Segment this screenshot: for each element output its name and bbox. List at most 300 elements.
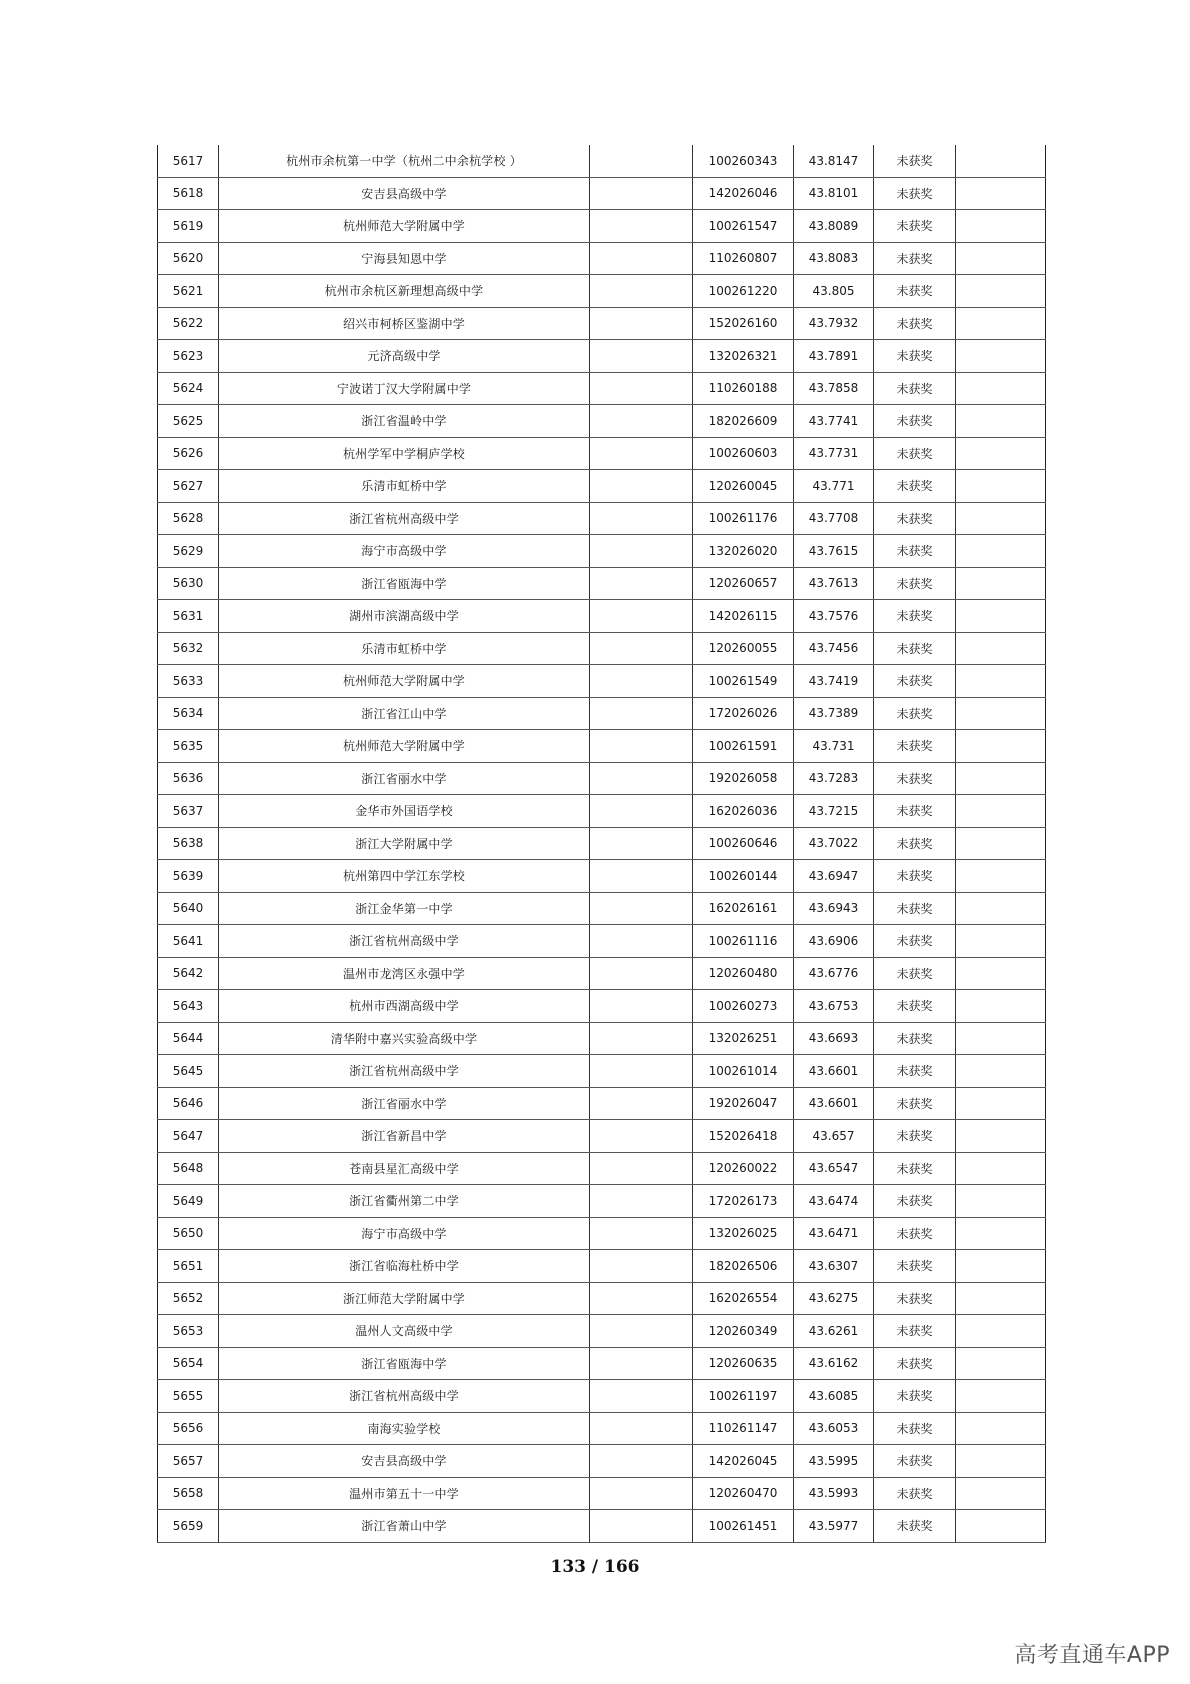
school-cell: 元济高级中学 (219, 340, 590, 373)
table-row (158, 210, 1046, 243)
score-cell: 43.7741 (794, 405, 874, 438)
award-cell: 未获奖 (874, 437, 956, 470)
id-cell: 120260470 (693, 1477, 794, 1510)
id-cell: 192026058 (693, 762, 794, 795)
award-cell: 未获奖 (874, 730, 956, 763)
rank-cell: 5646 (158, 1087, 219, 1120)
score-cell: 43.8147 (794, 145, 874, 177)
award-cell: 未获奖 (874, 210, 956, 243)
score-cell: 43.6943 (794, 892, 874, 925)
score-cell: 43.8089 (794, 210, 874, 243)
table-row (158, 762, 1046, 795)
rank-cell: 5657 (158, 1445, 219, 1478)
empty-cell (956, 1250, 1046, 1283)
id-cell: 100261220 (693, 275, 794, 308)
id-cell: 100260343 (693, 145, 794, 177)
empty-cell (590, 1315, 693, 1348)
empty-cell (956, 242, 1046, 275)
school-cell: 宁波诺丁汉大学附属中学 (219, 372, 590, 405)
rank-cell: 5620 (158, 242, 219, 275)
id-cell: 132026020 (693, 535, 794, 568)
score-cell: 43.6753 (794, 990, 874, 1023)
empty-cell (956, 1055, 1046, 1088)
empty-cell (956, 1185, 1046, 1218)
id-cell: 100260603 (693, 437, 794, 470)
empty-cell (956, 1347, 1046, 1380)
school-cell: 杭州师范大学附属中学 (219, 210, 590, 243)
table-row (158, 307, 1046, 340)
id-cell: 142026046 (693, 177, 794, 210)
id-cell: 120260045 (693, 470, 794, 503)
table-row (158, 470, 1046, 503)
award-cell: 未获奖 (874, 1185, 956, 1218)
score-cell: 43.805 (794, 275, 874, 308)
school-cell: 温州人文高级中学 (219, 1315, 590, 1348)
empty-cell (956, 1315, 1046, 1348)
empty-cell (956, 860, 1046, 893)
rank-cell: 5638 (158, 827, 219, 860)
empty-cell (590, 990, 693, 1023)
empty-cell (956, 1412, 1046, 1445)
award-cell: 未获奖 (874, 307, 956, 340)
id-cell: 100260273 (693, 990, 794, 1023)
table-row (158, 990, 1046, 1023)
score-cell: 43.771 (794, 470, 874, 503)
score-cell: 43.6162 (794, 1347, 874, 1380)
empty-cell (590, 600, 693, 633)
score-cell: 43.6906 (794, 925, 874, 958)
table-row (158, 632, 1046, 665)
school-cell: 浙江省衢州第二中学 (219, 1185, 590, 1218)
table-row (158, 795, 1046, 828)
table-row (158, 1055, 1046, 1088)
id-cell: 132026025 (693, 1217, 794, 1250)
rank-cell: 5652 (158, 1282, 219, 1315)
table-row (158, 925, 1046, 958)
empty-cell (590, 502, 693, 535)
id-cell: 120260657 (693, 567, 794, 600)
id-cell: 110260188 (693, 372, 794, 405)
id-cell: 110260807 (693, 242, 794, 275)
score-cell: 43.6601 (794, 1055, 874, 1088)
watermark: 高考直通车APP (1014, 1643, 1170, 1668)
score-cell: 43.6053 (794, 1412, 874, 1445)
rank-cell: 5633 (158, 665, 219, 698)
empty-cell (590, 405, 693, 438)
table-row (158, 437, 1046, 470)
award-cell: 未获奖 (874, 1477, 956, 1510)
empty-cell (590, 632, 693, 665)
rank-cell: 5635 (158, 730, 219, 763)
rank-cell: 5656 (158, 1412, 219, 1445)
id-cell: 162026554 (693, 1282, 794, 1315)
school-cell: 浙江省杭州高级中学 (219, 502, 590, 535)
award-cell: 未获奖 (874, 1282, 956, 1315)
empty-cell (956, 1510, 1046, 1543)
empty-cell (590, 535, 693, 568)
rank-cell: 5659 (158, 1510, 219, 1543)
table-row (158, 1412, 1046, 1445)
score-cell: 43.7858 (794, 372, 874, 405)
rank-cell: 5627 (158, 470, 219, 503)
empty-cell (956, 990, 1046, 1023)
rank-cell: 5624 (158, 372, 219, 405)
rank-cell: 5642 (158, 957, 219, 990)
empty-cell (590, 340, 693, 373)
rank-cell: 5644 (158, 1022, 219, 1055)
rank-cell: 5645 (158, 1055, 219, 1088)
id-cell: 172026026 (693, 697, 794, 730)
empty-cell (590, 145, 693, 177)
school-cell: 温州市龙湾区永强中学 (219, 957, 590, 990)
table-row (158, 1282, 1046, 1315)
rank-cell: 5629 (158, 535, 219, 568)
award-cell: 未获奖 (874, 925, 956, 958)
score-cell: 43.5977 (794, 1510, 874, 1543)
award-cell: 未获奖 (874, 1022, 956, 1055)
school-cell: 宁海县知恩中学 (219, 242, 590, 275)
empty-cell (956, 437, 1046, 470)
award-cell: 未获奖 (874, 145, 956, 177)
award-cell: 未获奖 (874, 1250, 956, 1283)
empty-cell (956, 567, 1046, 600)
empty-cell (590, 1055, 693, 1088)
empty-cell (590, 470, 693, 503)
award-cell: 未获奖 (874, 1412, 956, 1445)
empty-cell (956, 1217, 1046, 1250)
rank-cell: 5632 (158, 632, 219, 665)
school-cell: 苍南县星汇高级中学 (219, 1152, 590, 1185)
score-cell: 43.7615 (794, 535, 874, 568)
score-cell: 43.5995 (794, 1445, 874, 1478)
rank-cell: 5654 (158, 1347, 219, 1380)
empty-cell (590, 567, 693, 600)
award-cell: 未获奖 (874, 1120, 956, 1153)
table-row (158, 1445, 1046, 1478)
empty-cell (590, 1022, 693, 1055)
rank-cell: 5650 (158, 1217, 219, 1250)
school-cell: 湖州市滨湖高级中学 (219, 600, 590, 633)
empty-cell (956, 1152, 1046, 1185)
award-cell: 未获奖 (874, 1087, 956, 1120)
school-cell: 浙江省杭州高级中学 (219, 1055, 590, 1088)
id-cell: 152026160 (693, 307, 794, 340)
school-cell: 绍兴市柯桥区鉴湖中学 (219, 307, 590, 340)
empty-cell (956, 1087, 1046, 1120)
results-table (157, 145, 1046, 1543)
score-cell: 43.6547 (794, 1152, 874, 1185)
id-cell: 120260349 (693, 1315, 794, 1348)
score-cell: 43.6085 (794, 1380, 874, 1413)
score-cell: 43.7389 (794, 697, 874, 730)
score-cell: 43.8101 (794, 177, 874, 210)
school-cell: 金华市外国语学校 (219, 795, 590, 828)
id-cell: 132026251 (693, 1022, 794, 1055)
rank-cell: 5634 (158, 697, 219, 730)
table-row (158, 1380, 1046, 1413)
school-cell: 杭州市西湖高级中学 (219, 990, 590, 1023)
empty-cell (590, 665, 693, 698)
rank-cell: 5630 (158, 567, 219, 600)
school-cell: 浙江省杭州高级中学 (219, 925, 590, 958)
rank-cell: 5658 (158, 1477, 219, 1510)
school-cell: 浙江金华第一中学 (219, 892, 590, 925)
empty-cell (956, 665, 1046, 698)
award-cell: 未获奖 (874, 502, 956, 535)
rank-cell: 5617 (158, 145, 219, 177)
school-cell: 浙江省临海杜桥中学 (219, 1250, 590, 1283)
table-row (158, 567, 1046, 600)
score-cell: 43.6776 (794, 957, 874, 990)
score-cell: 43.7456 (794, 632, 874, 665)
empty-cell (956, 145, 1046, 177)
id-cell: 120260055 (693, 632, 794, 665)
rank-cell: 5619 (158, 210, 219, 243)
score-cell: 43.7731 (794, 437, 874, 470)
rank-cell: 5622 (158, 307, 219, 340)
empty-cell (956, 1445, 1046, 1478)
table-body (158, 145, 1046, 1542)
id-cell: 172026173 (693, 1185, 794, 1218)
award-cell: 未获奖 (874, 600, 956, 633)
school-cell: 南海实验学校 (219, 1412, 590, 1445)
empty-cell (590, 1412, 693, 1445)
school-cell: 浙江省杭州高级中学 (219, 1380, 590, 1413)
empty-cell (956, 697, 1046, 730)
score-cell: 43.6261 (794, 1315, 874, 1348)
school-cell: 杭州师范大学附属中学 (219, 730, 590, 763)
id-cell: 100261176 (693, 502, 794, 535)
table-row (158, 535, 1046, 568)
rank-cell: 5618 (158, 177, 219, 210)
id-cell: 100260144 (693, 860, 794, 893)
id-cell: 182026506 (693, 1250, 794, 1283)
school-cell: 安吉县高级中学 (219, 1445, 590, 1478)
table-row (158, 1217, 1046, 1250)
table-row (158, 502, 1046, 535)
empty-cell (590, 437, 693, 470)
table-row (158, 1152, 1046, 1185)
id-cell: 100261591 (693, 730, 794, 763)
id-cell: 120260635 (693, 1347, 794, 1380)
id-cell: 100261549 (693, 665, 794, 698)
id-cell: 142026115 (693, 600, 794, 633)
award-cell: 未获奖 (874, 470, 956, 503)
id-cell: 100261014 (693, 1055, 794, 1088)
id-cell: 182026609 (693, 405, 794, 438)
id-cell: 100261451 (693, 1510, 794, 1543)
empty-cell (956, 827, 1046, 860)
school-cell: 温州市第五十一中学 (219, 1477, 590, 1510)
table-row (158, 892, 1046, 925)
empty-cell (590, 1510, 693, 1543)
empty-cell (590, 860, 693, 893)
award-cell: 未获奖 (874, 665, 956, 698)
table-row (158, 697, 1046, 730)
score-cell: 43.7576 (794, 600, 874, 633)
table-row (158, 275, 1046, 308)
award-cell: 未获奖 (874, 340, 956, 373)
award-cell: 未获奖 (874, 957, 956, 990)
empty-cell (956, 210, 1046, 243)
rank-cell: 5651 (158, 1250, 219, 1283)
empty-cell (590, 1120, 693, 1153)
award-cell: 未获奖 (874, 827, 956, 860)
rank-cell: 5623 (158, 340, 219, 373)
score-cell: 43.657 (794, 1120, 874, 1153)
empty-cell (956, 1477, 1046, 1510)
empty-cell (956, 340, 1046, 373)
empty-cell (956, 470, 1046, 503)
empty-cell (956, 535, 1046, 568)
empty-cell (590, 1217, 693, 1250)
empty-cell (956, 795, 1046, 828)
school-cell: 乐清市虹桥中学 (219, 470, 590, 503)
empty-cell (956, 275, 1046, 308)
school-cell: 乐清市虹桥中学 (219, 632, 590, 665)
rank-cell: 5653 (158, 1315, 219, 1348)
school-cell: 清华附中嘉兴实验高级中学 (219, 1022, 590, 1055)
award-cell: 未获奖 (874, 372, 956, 405)
score-cell: 43.5993 (794, 1477, 874, 1510)
award-cell: 未获奖 (874, 632, 956, 665)
empty-cell (590, 1380, 693, 1413)
award-cell: 未获奖 (874, 535, 956, 568)
empty-cell (956, 762, 1046, 795)
id-cell: 162026161 (693, 892, 794, 925)
empty-cell (956, 1022, 1046, 1055)
id-cell: 142026045 (693, 1445, 794, 1478)
rank-cell: 5636 (158, 762, 219, 795)
school-cell: 浙江省瓯海中学 (219, 1347, 590, 1380)
empty-cell (956, 405, 1046, 438)
empty-cell (590, 827, 693, 860)
award-cell: 未获奖 (874, 567, 956, 600)
empty-cell (956, 957, 1046, 990)
award-cell: 未获奖 (874, 892, 956, 925)
award-cell: 未获奖 (874, 697, 956, 730)
rank-cell: 5655 (158, 1380, 219, 1413)
rank-cell: 5640 (158, 892, 219, 925)
award-cell: 未获奖 (874, 275, 956, 308)
id-cell: 120260022 (693, 1152, 794, 1185)
award-cell: 未获奖 (874, 242, 956, 275)
table-row (158, 1315, 1046, 1348)
empty-cell (956, 925, 1046, 958)
score-cell: 43.7708 (794, 502, 874, 535)
award-cell: 未获奖 (874, 1510, 956, 1543)
school-cell: 杭州市余杭区新理想高级中学 (219, 275, 590, 308)
empty-cell (590, 1347, 693, 1380)
score-cell: 43.7215 (794, 795, 874, 828)
empty-cell (590, 1087, 693, 1120)
table-row (158, 665, 1046, 698)
school-cell: 浙江省萧山中学 (219, 1510, 590, 1543)
empty-cell (590, 1250, 693, 1283)
rank-cell: 5643 (158, 990, 219, 1023)
empty-cell (590, 275, 693, 308)
rank-cell: 5648 (158, 1152, 219, 1185)
school-cell: 浙江大学附属中学 (219, 827, 590, 860)
score-cell: 43.7932 (794, 307, 874, 340)
empty-cell (956, 1282, 1046, 1315)
school-cell: 杭州学军中学桐庐学校 (219, 437, 590, 470)
rank-cell: 5631 (158, 600, 219, 633)
empty-cell (956, 730, 1046, 763)
id-cell: 100261197 (693, 1380, 794, 1413)
empty-cell (590, 307, 693, 340)
score-cell: 43.6693 (794, 1022, 874, 1055)
score-cell: 43.731 (794, 730, 874, 763)
empty-cell (956, 892, 1046, 925)
school-cell: 浙江省瓯海中学 (219, 567, 590, 600)
school-cell: 浙江省温岭中学 (219, 405, 590, 438)
award-cell: 未获奖 (874, 177, 956, 210)
award-cell: 未获奖 (874, 1347, 956, 1380)
score-cell: 43.6474 (794, 1185, 874, 1218)
rank-cell: 5626 (158, 437, 219, 470)
school-cell: 海宁市高级中学 (219, 535, 590, 568)
award-cell: 未获奖 (874, 1152, 956, 1185)
table-row (158, 1022, 1046, 1055)
award-cell: 未获奖 (874, 762, 956, 795)
id-cell: 132026321 (693, 340, 794, 373)
table-row (158, 1510, 1046, 1543)
empty-cell (956, 177, 1046, 210)
table-row (158, 860, 1046, 893)
empty-cell (590, 1282, 693, 1315)
table-row (158, 1477, 1046, 1510)
award-cell: 未获奖 (874, 990, 956, 1023)
table-row (158, 405, 1046, 438)
empty-cell (590, 210, 693, 243)
score-cell: 43.7419 (794, 665, 874, 698)
empty-cell (590, 372, 693, 405)
table-row (158, 242, 1046, 275)
award-cell: 未获奖 (874, 1217, 956, 1250)
table-row (158, 600, 1046, 633)
award-cell: 未获奖 (874, 1445, 956, 1478)
empty-cell (956, 632, 1046, 665)
rank-cell: 5625 (158, 405, 219, 438)
award-cell: 未获奖 (874, 795, 956, 828)
score-cell: 43.6947 (794, 860, 874, 893)
table-row (158, 1120, 1046, 1153)
score-cell: 43.7891 (794, 340, 874, 373)
table-row (158, 145, 1046, 177)
school-cell: 浙江省江山中学 (219, 697, 590, 730)
id-cell: 100260646 (693, 827, 794, 860)
id-cell: 120260480 (693, 957, 794, 990)
score-cell: 43.7613 (794, 567, 874, 600)
award-cell: 未获奖 (874, 405, 956, 438)
school-cell: 杭州师范大学附属中学 (219, 665, 590, 698)
award-cell: 未获奖 (874, 1055, 956, 1088)
id-cell: 100261116 (693, 925, 794, 958)
score-cell: 43.6601 (794, 1087, 874, 1120)
empty-cell (956, 600, 1046, 633)
page-number: 133 / 166 (550, 1557, 640, 1577)
rank-cell: 5649 (158, 1185, 219, 1218)
table-row (158, 957, 1046, 990)
school-cell: 浙江省丽水中学 (219, 762, 590, 795)
table-row (158, 827, 1046, 860)
score-cell: 43.6471 (794, 1217, 874, 1250)
empty-cell (590, 892, 693, 925)
score-cell: 43.7283 (794, 762, 874, 795)
empty-cell (956, 1120, 1046, 1153)
empty-cell (590, 1477, 693, 1510)
